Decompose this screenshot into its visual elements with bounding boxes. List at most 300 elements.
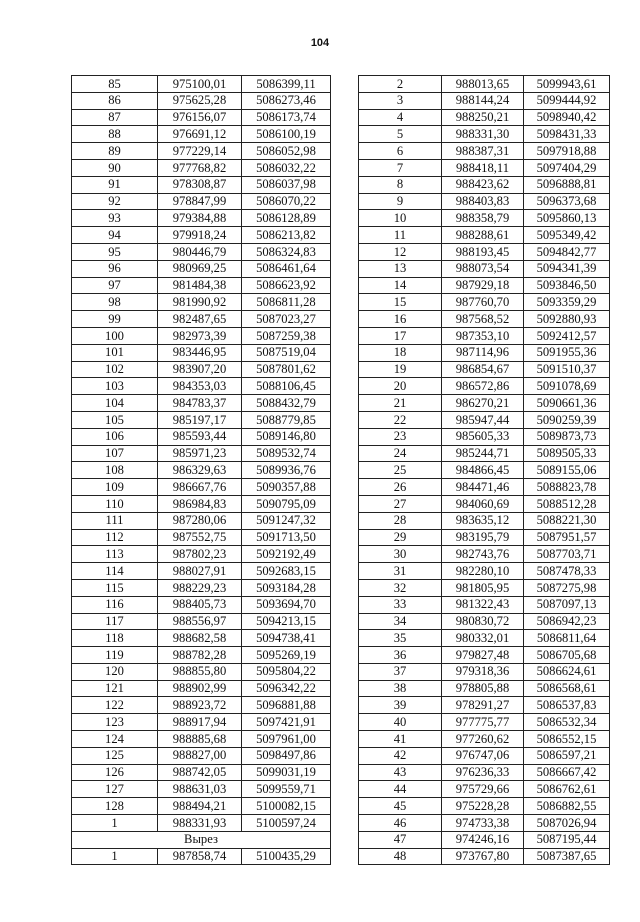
table-row: [359, 529, 610, 546]
point-number-cell: 110: [72, 495, 158, 512]
x-coordinate-cell: 988073,54: [442, 260, 524, 277]
table-row: [359, 344, 610, 361]
point-number-cell: 24: [359, 445, 442, 462]
x-coordinate-cell: 973767,80: [442, 848, 524, 865]
table-row: [72, 445, 331, 462]
table-row: [72, 663, 331, 680]
table-row: [72, 546, 331, 563]
point-number-cell: 45: [359, 798, 442, 815]
x-coordinate-cell: 982487,65: [158, 311, 242, 328]
y-coordinate-cell: 5091713,50: [242, 529, 331, 546]
point-number-cell: 90: [72, 159, 158, 176]
y-coordinate-cell: 5088512,28: [524, 495, 610, 512]
y-coordinate-cell: 5095349,42: [524, 227, 610, 244]
point-number-cell: 122: [72, 697, 158, 714]
point-number-cell: 4: [359, 109, 442, 126]
x-coordinate-cell: 987760,70: [442, 294, 524, 311]
x-coordinate-cell: 987802,23: [158, 546, 242, 563]
x-coordinate-cell: 981322,43: [442, 596, 524, 613]
x-coordinate-cell: 988387,31: [442, 143, 524, 160]
table-row: [72, 327, 331, 344]
table-row: [359, 680, 610, 697]
x-coordinate-cell: 986329,63: [158, 462, 242, 479]
x-coordinate-cell: 988902,99: [158, 680, 242, 697]
table-row: [359, 76, 610, 93]
x-coordinate-cell: 976691,12: [158, 126, 242, 143]
point-number-cell: 101: [72, 344, 158, 361]
x-coordinate-cell: 975625,28: [158, 92, 242, 109]
point-number-cell: 88: [72, 126, 158, 143]
y-coordinate-cell: 5086942,23: [524, 613, 610, 630]
table-row: [359, 126, 610, 143]
x-coordinate-cell: 980446,79: [158, 243, 242, 260]
y-coordinate-cell: 5090795,09: [242, 495, 331, 512]
y-coordinate-cell: 5091078,69: [524, 378, 610, 395]
point-number-cell: 36: [359, 647, 442, 664]
point-number-cell: 32: [359, 579, 442, 596]
table-row: [359, 563, 610, 580]
point-number-cell: 18: [359, 344, 442, 361]
table-row: [359, 92, 610, 109]
x-coordinate-cell: 988423,62: [442, 176, 524, 193]
y-coordinate-cell: 5086537,83: [524, 697, 610, 714]
x-coordinate-cell: 987568,52: [442, 311, 524, 328]
y-coordinate-cell: 5089146,80: [242, 428, 331, 445]
left-table-body: [72, 76, 331, 865]
y-coordinate-cell: 5090661,36: [524, 395, 610, 412]
x-coordinate-cell: 986572,86: [442, 378, 524, 395]
x-coordinate-cell: 985244,71: [442, 445, 524, 462]
point-number-cell: 116: [72, 596, 158, 613]
table-row: [72, 109, 331, 126]
x-coordinate-cell: 988782,28: [158, 647, 242, 664]
x-coordinate-cell: 984060,69: [442, 495, 524, 512]
y-coordinate-cell: 5087026,94: [524, 815, 610, 832]
point-number-cell: 86: [72, 92, 158, 109]
point-number-cell: 37: [359, 663, 442, 680]
point-number-cell: 22: [359, 411, 442, 428]
x-coordinate-cell: 982280,10: [442, 563, 524, 580]
table-row: [359, 479, 610, 496]
point-number-cell: 2: [359, 76, 442, 93]
table-row: [72, 529, 331, 546]
y-coordinate-cell: 5087478,33: [524, 563, 610, 580]
table-row: [72, 613, 331, 630]
table-row: [359, 294, 610, 311]
table-row: [72, 747, 331, 764]
x-coordinate-cell: 988405,73: [158, 596, 242, 613]
table-row: [72, 395, 331, 412]
table-row: [72, 76, 331, 93]
point-number-cell: 123: [72, 714, 158, 731]
point-number-cell: 17: [359, 327, 442, 344]
section-row: [72, 831, 331, 848]
y-coordinate-cell: 5094842,77: [524, 243, 610, 260]
table-row: [359, 781, 610, 798]
x-coordinate-cell: 984471,46: [442, 479, 524, 496]
point-number-cell: 28: [359, 512, 442, 529]
y-coordinate-cell: 5088106,45: [242, 378, 331, 395]
table-row: [72, 243, 331, 260]
x-coordinate-cell: 987353,10: [442, 327, 524, 344]
table-row: [72, 495, 331, 512]
x-coordinate-cell: 978291,27: [442, 697, 524, 714]
x-coordinate-cell: 988923,72: [158, 697, 242, 714]
x-coordinate-cell: 988229,23: [158, 579, 242, 596]
table-row: [72, 143, 331, 160]
y-coordinate-cell: 5086705,68: [524, 647, 610, 664]
point-number-cell: 30: [359, 546, 442, 563]
y-coordinate-cell: 5098431,33: [524, 126, 610, 143]
point-number-cell: 41: [359, 731, 442, 748]
point-number-cell: 29: [359, 529, 442, 546]
point-number-cell: 118: [72, 630, 158, 647]
y-coordinate-cell: 5089532,74: [242, 445, 331, 462]
x-coordinate-cell: 988556,97: [158, 613, 242, 630]
table-row: [359, 495, 610, 512]
y-coordinate-cell: 5096881,88: [242, 697, 331, 714]
table-row: [359, 176, 610, 193]
x-coordinate-cell: 979318,36: [442, 663, 524, 680]
x-coordinate-cell: 988885,68: [158, 731, 242, 748]
table-row: [72, 159, 331, 176]
x-coordinate-cell: 977775,77: [442, 714, 524, 731]
x-coordinate-cell: 977768,82: [158, 159, 242, 176]
point-number-cell: 25: [359, 462, 442, 479]
point-number-cell: 1: [72, 848, 158, 865]
point-number-cell: 40: [359, 714, 442, 731]
y-coordinate-cell: 5086811,28: [242, 294, 331, 311]
y-coordinate-cell: 5098497,86: [242, 747, 331, 764]
right-coordinates-table: [358, 75, 610, 865]
point-number-cell: 14: [359, 277, 442, 294]
table-row: [72, 680, 331, 697]
x-coordinate-cell: 984353,03: [158, 378, 242, 395]
x-coordinate-cell: 985197,17: [158, 411, 242, 428]
table-row: [72, 647, 331, 664]
point-number-cell: 120: [72, 663, 158, 680]
point-number-cell: 121: [72, 680, 158, 697]
table-row: [359, 227, 610, 244]
point-number-cell: 91: [72, 176, 158, 193]
table-row: [359, 210, 610, 227]
table-row: [359, 445, 610, 462]
table-row: [359, 579, 610, 596]
point-number-cell: 47: [359, 831, 442, 848]
y-coordinate-cell: 5093846,50: [524, 277, 610, 294]
point-number-cell: 8: [359, 176, 442, 193]
y-coordinate-cell: 5086032,22: [242, 159, 331, 176]
point-number-cell: 115: [72, 579, 158, 596]
y-coordinate-cell: 5089873,73: [524, 428, 610, 445]
y-coordinate-cell: 5088779,85: [242, 411, 331, 428]
y-coordinate-cell: 5092683,15: [242, 563, 331, 580]
table-row: [359, 143, 610, 160]
point-number-cell: 94: [72, 227, 158, 244]
y-coordinate-cell: 5097404,29: [524, 159, 610, 176]
y-coordinate-cell: 5089936,76: [242, 462, 331, 479]
table-row: [72, 411, 331, 428]
x-coordinate-cell: 980969,25: [158, 260, 242, 277]
point-number-cell: 106: [72, 428, 158, 445]
point-number-cell: 104: [72, 395, 158, 412]
point-number-cell: 9: [359, 193, 442, 210]
y-coordinate-cell: 5099031,19: [242, 764, 331, 781]
x-coordinate-cell: 975100,01: [158, 76, 242, 93]
y-coordinate-cell: 5086213,82: [242, 227, 331, 244]
x-coordinate-cell: 988494,21: [158, 798, 242, 815]
table-row: [359, 512, 610, 529]
point-number-cell: 114: [72, 563, 158, 580]
table-row: [359, 747, 610, 764]
x-coordinate-cell: 980332,01: [442, 630, 524, 647]
point-number-cell: 109: [72, 479, 158, 496]
y-coordinate-cell: 5086052,98: [242, 143, 331, 160]
y-coordinate-cell: 5087097,13: [524, 596, 610, 613]
point-number-cell: 44: [359, 781, 442, 798]
x-coordinate-cell: 978847,99: [158, 193, 242, 210]
point-number-cell: 35: [359, 630, 442, 647]
table-row: [72, 210, 331, 227]
y-coordinate-cell: 5088823,78: [524, 479, 610, 496]
point-number-cell: 99: [72, 311, 158, 328]
point-number-cell: 48: [359, 848, 442, 865]
y-coordinate-cell: 5086461,64: [242, 260, 331, 277]
table-row: [72, 714, 331, 731]
point-number-cell: 12: [359, 243, 442, 260]
y-coordinate-cell: 5092880,93: [524, 311, 610, 328]
y-coordinate-cell: 5093694,70: [242, 596, 331, 613]
x-coordinate-cell: 988250,21: [442, 109, 524, 126]
y-coordinate-cell: 5091510,37: [524, 361, 610, 378]
x-coordinate-cell: 984783,37: [158, 395, 242, 412]
table-row: [359, 663, 610, 680]
x-coordinate-cell: 983635,12: [442, 512, 524, 529]
point-number-cell: 125: [72, 747, 158, 764]
point-number-cell: 98: [72, 294, 158, 311]
y-coordinate-cell: 5086597,21: [524, 747, 610, 764]
x-coordinate-cell: 988682,58: [158, 630, 242, 647]
x-coordinate-cell: 979827,48: [442, 647, 524, 664]
x-coordinate-cell: 988288,61: [442, 227, 524, 244]
y-coordinate-cell: 5096888,81: [524, 176, 610, 193]
point-number-cell: 27: [359, 495, 442, 512]
table-row: [359, 395, 610, 412]
x-coordinate-cell: 979918,24: [158, 227, 242, 244]
table-row: [359, 848, 610, 865]
point-number-cell: 95: [72, 243, 158, 260]
x-coordinate-cell: 976156,07: [158, 109, 242, 126]
table-row: [359, 596, 610, 613]
point-number-cell: 128: [72, 798, 158, 815]
table-row: [359, 613, 610, 630]
table-row: [72, 428, 331, 445]
y-coordinate-cell: 5086173,74: [242, 109, 331, 126]
table-row: [359, 361, 610, 378]
y-coordinate-cell: 5086568,61: [524, 680, 610, 697]
point-number-cell: 111: [72, 512, 158, 529]
point-number-cell: 16: [359, 311, 442, 328]
x-coordinate-cell: 988742,05: [158, 764, 242, 781]
point-number-cell: 31: [359, 563, 442, 580]
x-coordinate-cell: 979384,88: [158, 210, 242, 227]
y-coordinate-cell: 5092412,57: [524, 327, 610, 344]
point-number-cell: 15: [359, 294, 442, 311]
table-row: [359, 764, 610, 781]
y-coordinate-cell: 5089505,33: [524, 445, 610, 462]
table-row: [359, 647, 610, 664]
x-coordinate-cell: 981805,95: [442, 579, 524, 596]
y-coordinate-cell: 5094341,39: [524, 260, 610, 277]
point-number-cell: 105: [72, 411, 158, 428]
table-row: [72, 596, 331, 613]
point-number-cell: 6: [359, 143, 442, 160]
y-coordinate-cell: 5090357,88: [242, 479, 331, 496]
y-coordinate-cell: 5088221,30: [524, 512, 610, 529]
x-coordinate-cell: 983907,20: [158, 361, 242, 378]
x-coordinate-cell: 988193,45: [442, 243, 524, 260]
table-row: [359, 630, 610, 647]
table-row: [359, 798, 610, 815]
y-coordinate-cell: 5091247,32: [242, 512, 331, 529]
point-number-cell: 33: [359, 596, 442, 613]
x-coordinate-cell: 982743,76: [442, 546, 524, 563]
x-coordinate-cell: 975729,66: [442, 781, 524, 798]
point-number-cell: 103: [72, 378, 158, 395]
point-number-cell: 38: [359, 680, 442, 697]
table-row: [359, 277, 610, 294]
y-coordinate-cell: 5099943,61: [524, 76, 610, 93]
x-coordinate-cell: 986854,67: [442, 361, 524, 378]
x-coordinate-cell: 988418,11: [442, 159, 524, 176]
table-row: [359, 159, 610, 176]
table-row: [72, 512, 331, 529]
table-row: [359, 411, 610, 428]
point-number-cell: 34: [359, 613, 442, 630]
y-coordinate-cell: 5094213,15: [242, 613, 331, 630]
point-number-cell: 92: [72, 193, 158, 210]
y-coordinate-cell: 5086811,64: [524, 630, 610, 647]
point-number-cell: 26: [359, 479, 442, 496]
point-number-cell: 43: [359, 764, 442, 781]
y-coordinate-cell: 5087259,38: [242, 327, 331, 344]
point-number-cell: 124: [72, 731, 158, 748]
table-row: [72, 227, 331, 244]
x-coordinate-cell: 987858,74: [158, 848, 242, 865]
point-number-cell: 19: [359, 361, 442, 378]
point-number-cell: 119: [72, 647, 158, 664]
x-coordinate-cell: 988631,03: [158, 781, 242, 798]
x-coordinate-cell: 988827,00: [158, 747, 242, 764]
x-coordinate-cell: 988013,65: [442, 76, 524, 93]
table-row: [359, 546, 610, 563]
table-row: [72, 193, 331, 210]
table-row: [72, 294, 331, 311]
x-coordinate-cell: 978805,88: [442, 680, 524, 697]
table-row: [72, 311, 331, 328]
x-coordinate-cell: 976747,06: [442, 747, 524, 764]
y-coordinate-cell: 5096342,22: [242, 680, 331, 697]
table-row: [359, 311, 610, 328]
y-coordinate-cell: 5097918,88: [524, 143, 610, 160]
point-number-cell: 10: [359, 210, 442, 227]
table-row: [72, 126, 331, 143]
y-coordinate-cell: 5089155,06: [524, 462, 610, 479]
y-coordinate-cell: 5087387,65: [524, 848, 610, 865]
x-coordinate-cell: 984866,45: [442, 462, 524, 479]
x-coordinate-cell: 986270,21: [442, 395, 524, 412]
point-number-cell: 42: [359, 747, 442, 764]
point-number-cell: 107: [72, 445, 158, 462]
y-coordinate-cell: 5096373,68: [524, 193, 610, 210]
x-coordinate-cell: 987552,75: [158, 529, 242, 546]
x-coordinate-cell: 985971,23: [158, 445, 242, 462]
table-row: [72, 563, 331, 580]
table-row: [72, 798, 331, 815]
y-coordinate-cell: 5087195,44: [524, 831, 610, 848]
table-row: [359, 697, 610, 714]
x-coordinate-cell: 988331,30: [442, 126, 524, 143]
x-coordinate-cell: 980830,72: [442, 613, 524, 630]
table-row: [359, 260, 610, 277]
y-coordinate-cell: 5087519,04: [242, 344, 331, 361]
y-coordinate-cell: 5086623,92: [242, 277, 331, 294]
y-coordinate-cell: 5097421,91: [242, 714, 331, 731]
y-coordinate-cell: 5087703,71: [524, 546, 610, 563]
point-number-cell: 93: [72, 210, 158, 227]
x-coordinate-cell: 985593,44: [158, 428, 242, 445]
table-row: [359, 731, 610, 748]
x-coordinate-cell: 987929,18: [442, 277, 524, 294]
point-number-cell: 39: [359, 697, 442, 714]
y-coordinate-cell: 5100597,24: [242, 815, 331, 832]
table-row: [72, 361, 331, 378]
point-number-cell: 127: [72, 781, 158, 798]
x-coordinate-cell: 974246,16: [442, 831, 524, 848]
table-row: [72, 781, 331, 798]
x-coordinate-cell: 975228,28: [442, 798, 524, 815]
table-row: [72, 731, 331, 748]
table-row: [72, 764, 331, 781]
y-coordinate-cell: 5093184,28: [242, 579, 331, 596]
x-coordinate-cell: 983446,95: [158, 344, 242, 361]
table-row: [72, 630, 331, 647]
y-coordinate-cell: 5086882,55: [524, 798, 610, 815]
y-coordinate-cell: 5095269,19: [242, 647, 331, 664]
table-row: [359, 714, 610, 731]
table-row: [72, 697, 331, 714]
x-coordinate-cell: 977260,62: [442, 731, 524, 748]
x-coordinate-cell: 977229,14: [158, 143, 242, 160]
x-coordinate-cell: 978308,87: [158, 176, 242, 193]
y-coordinate-cell: 5091955,36: [524, 344, 610, 361]
y-coordinate-cell: 5086100,19: [242, 126, 331, 143]
x-coordinate-cell: 988331,93: [158, 815, 242, 832]
x-coordinate-cell: 974733,38: [442, 815, 524, 832]
table-row: [359, 327, 610, 344]
left-coordinates-table: [71, 75, 331, 865]
y-coordinate-cell: 5099444,92: [524, 92, 610, 109]
x-coordinate-cell: 988358,79: [442, 210, 524, 227]
table-row: [359, 462, 610, 479]
y-coordinate-cell: 5087951,57: [524, 529, 610, 546]
x-coordinate-cell: 988855,80: [158, 663, 242, 680]
point-number-cell: 7: [359, 159, 442, 176]
page-number: 104: [310, 37, 330, 49]
point-number-cell: 3: [359, 92, 442, 109]
point-number-cell: 96: [72, 260, 158, 277]
y-coordinate-cell: 5087023,27: [242, 311, 331, 328]
